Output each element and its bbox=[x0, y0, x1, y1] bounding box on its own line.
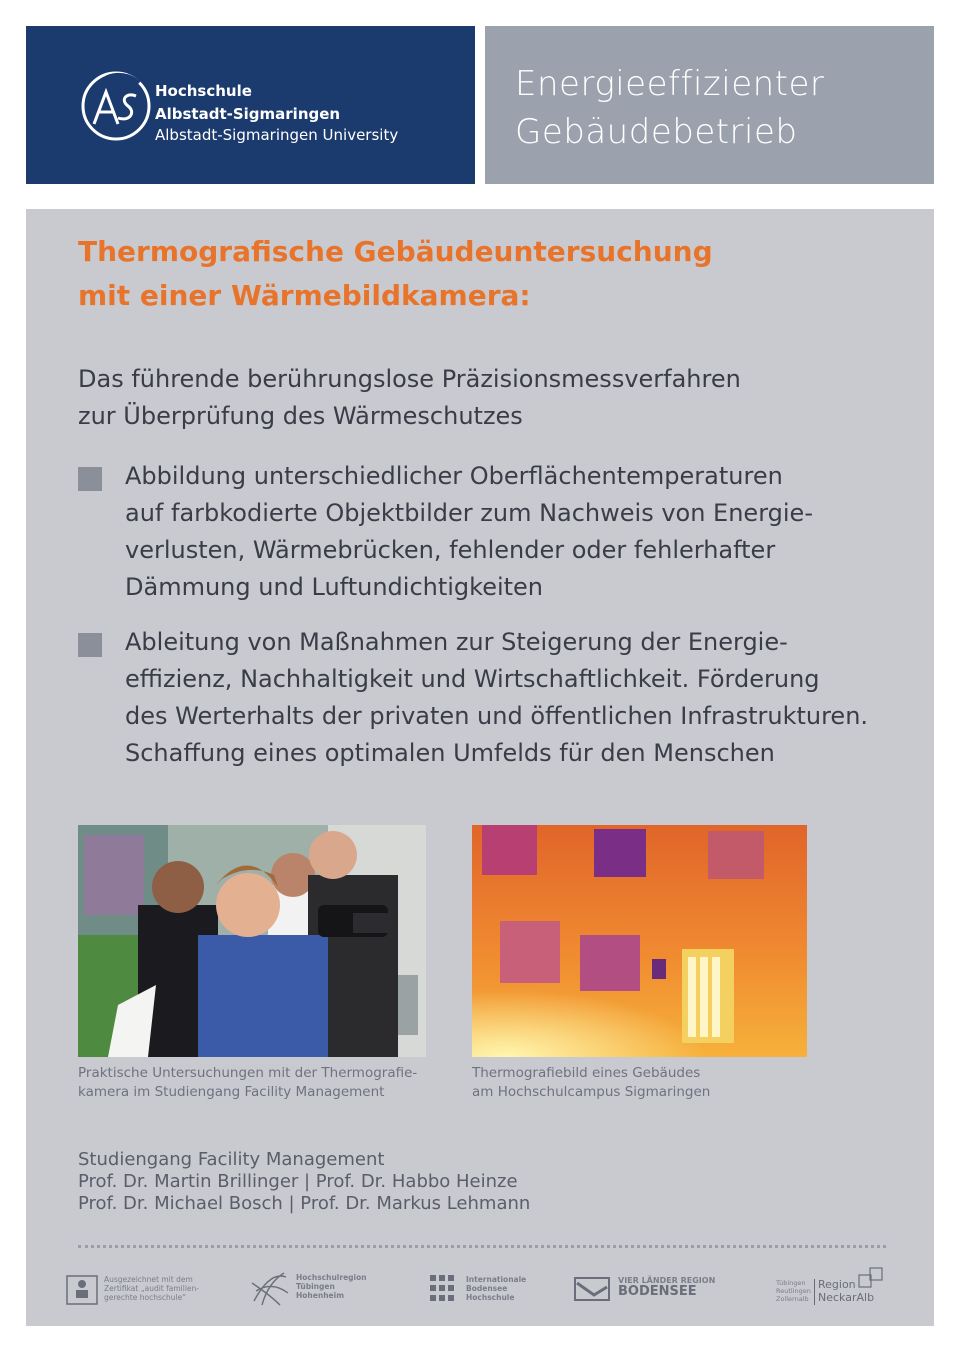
bullet-line: verlusten, Wärmebrücken, fehlender oder fehlerhafter bbox=[125, 536, 776, 564]
bullet-line: Schaffung eines optimalen Umfelds für den Menschen bbox=[125, 739, 775, 767]
university-name-line: Hochschule bbox=[155, 82, 252, 100]
university-logo-icon bbox=[74, 64, 158, 148]
logo-divider bbox=[814, 1279, 815, 1305]
intro-line: zur Überprüfung des Wärmeschutzes bbox=[78, 402, 523, 430]
photo2-caption-line: Thermografiebild eines Gebäudes bbox=[472, 1065, 701, 1081]
professors-row: Prof. Dr. Martin Brillinger | Prof. Dr. Habbo Heinze bbox=[78, 1171, 518, 1192]
intro-line: Das führende berührungslose Präzisionsmessverfahren bbox=[78, 365, 741, 393]
partner-text: Tübingen bbox=[296, 1282, 335, 1291]
university-name-line: Albstadt-Sigmaringen bbox=[155, 105, 341, 123]
audit-partner-logo bbox=[66, 1273, 199, 1309]
bullet-square-icon bbox=[78, 467, 102, 491]
students-photo bbox=[78, 825, 426, 1057]
hochschulregion-logo bbox=[250, 1269, 380, 1309]
partner-text: Region bbox=[818, 1278, 856, 1291]
partner-text: Hochschulregion bbox=[296, 1273, 367, 1282]
ibh-logo bbox=[430, 1273, 530, 1309]
partner-text: Zollernalb bbox=[776, 1295, 809, 1303]
audit-family-icon bbox=[66, 1275, 98, 1305]
university-header bbox=[26, 26, 475, 184]
partner-text: NeckarAlb bbox=[818, 1291, 875, 1304]
partner-text: VIER LÄNDER REGION bbox=[618, 1276, 716, 1285]
partner-text: Ausgezeichnet mit dem bbox=[104, 1275, 193, 1284]
bullet-line: des Werterhalts der privaten und öffentlichen Infrastrukturen. bbox=[125, 702, 869, 730]
partner-text: Tübingen bbox=[776, 1279, 806, 1287]
partner-text: Zertifikat „audit familien- bbox=[104, 1284, 199, 1293]
bullet-line: Abbildung unterschiedlicher Oberflächentemperaturen bbox=[125, 462, 783, 490]
university-name-english: Albstadt-Sigmaringen University bbox=[155, 126, 399, 144]
topic-header bbox=[485, 26, 934, 184]
overlapping-squares-icon bbox=[858, 1267, 886, 1289]
partner-text: Internationale bbox=[466, 1275, 527, 1284]
photo2-caption-line: am Hochschulcampus Sigmaringen bbox=[472, 1084, 711, 1100]
topic-title-line: Gebäudebetrieb bbox=[515, 112, 798, 152]
professors-row: Prof. Dr. Michael Bosch | Prof. Dr. Markus Lehmann bbox=[78, 1193, 531, 1214]
dot-grid-icon bbox=[430, 1275, 460, 1303]
bullet-line: auf farbkodierte Objektbilder zum Nachweis von Energie- bbox=[125, 499, 813, 527]
dotted-divider bbox=[78, 1245, 886, 1248]
partner-text: Reutlingen bbox=[776, 1287, 811, 1295]
globe-grid-icon bbox=[250, 1271, 290, 1307]
partner-text: Hohenheim bbox=[296, 1291, 345, 1300]
bullet-square-icon bbox=[78, 633, 102, 657]
photo1-caption-line: Praktische Untersuchungen mit der Thermografie- bbox=[78, 1065, 418, 1081]
main-title-line: Thermografische Gebäudeuntersuchung bbox=[78, 235, 713, 268]
bullet-line: effizienz, Nachhaltigkeit und Wirtschaftlichkeit. Förderung bbox=[125, 665, 820, 693]
partner-text: gerechte hochschule“ bbox=[104, 1293, 187, 1302]
photo1-caption-line: kamera im Studiengang Facility Management bbox=[78, 1084, 385, 1100]
bullet-line: Dämmung und Luftundichtigkeiten bbox=[125, 573, 544, 601]
lake-wave-icon bbox=[574, 1277, 610, 1301]
partner-text: Bodensee bbox=[466, 1284, 508, 1293]
thermal-building-image bbox=[472, 825, 807, 1057]
bullet-line: Ableitung von Maßnahmen zur Steigerung der Energie- bbox=[125, 628, 788, 656]
partner-text: Hochschule bbox=[466, 1293, 515, 1302]
content-panel bbox=[26, 209, 934, 1326]
bodensee-logo bbox=[574, 1275, 724, 1305]
partner-text: BODENSEE bbox=[618, 1284, 697, 1299]
main-title-line: mit einer Wärmebildkamera: bbox=[78, 279, 531, 312]
region-neckaralb-logo bbox=[776, 1267, 906, 1309]
topic-title-line: Energieeffizienter bbox=[515, 64, 825, 104]
program-name: Studiengang Facility Management bbox=[78, 1149, 385, 1170]
